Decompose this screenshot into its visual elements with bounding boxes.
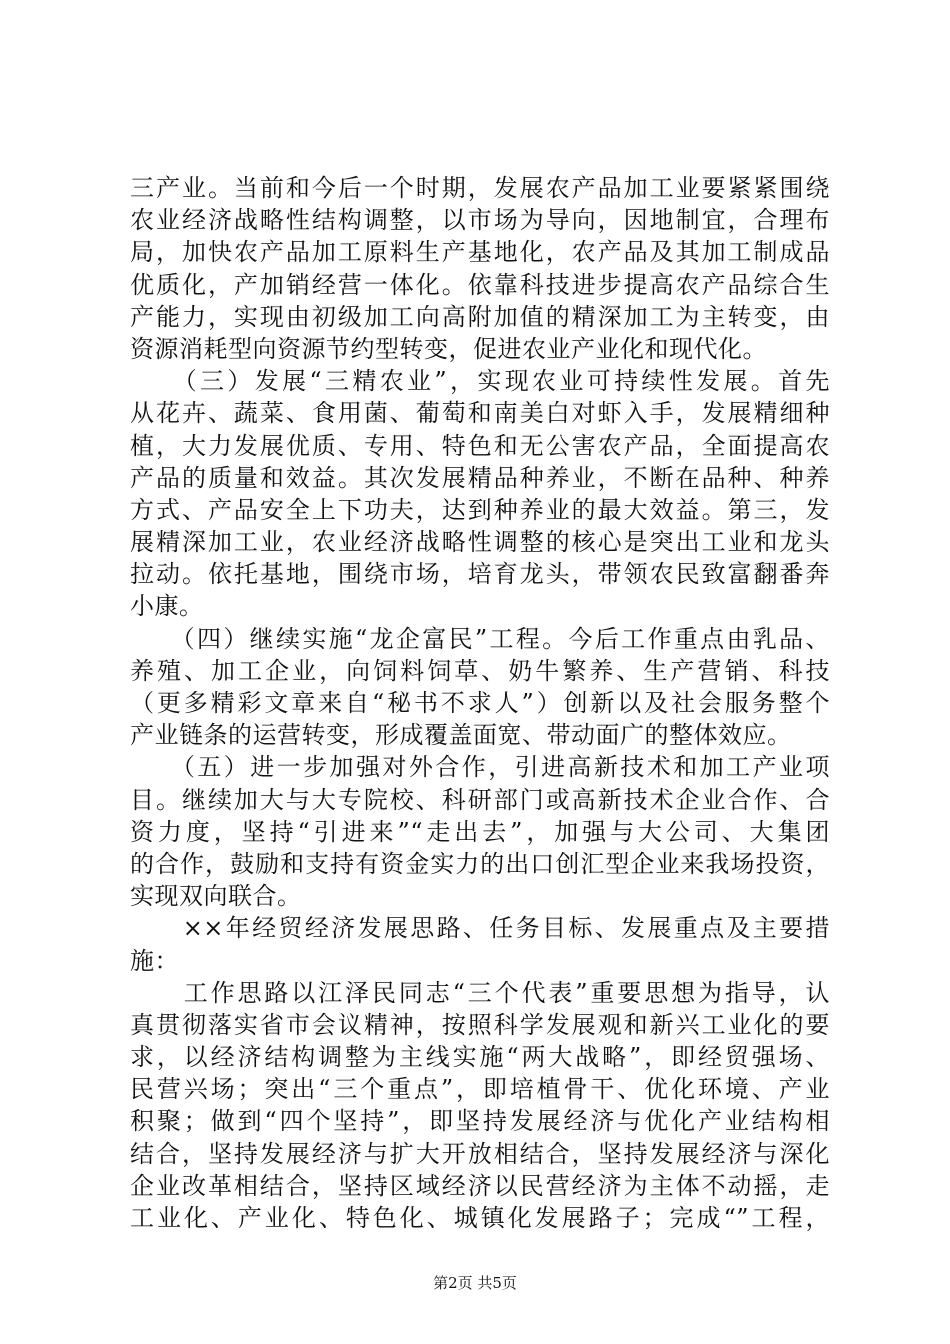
text-line: 结合，坚持发展经济与扩大开放相结合，坚持发展经济与深化 bbox=[130, 1139, 830, 1168]
text-line: 植，大力发展优质、专用、特色和无公害农产品，全面提高农 bbox=[130, 431, 830, 460]
text-line: 工作思路以江泽民同志“三个代表”重要思想为指导，认 bbox=[130, 978, 830, 1007]
text-line: 真贯彻落实省市会议精神，按照科学发展观和新兴工业化的要 bbox=[130, 1010, 830, 1039]
page-number-footer: 第2页 共5页 bbox=[433, 1274, 517, 1292]
text-line: 的合作，鼓励和支持有资金实力的出口创汇型企业来我场投资， bbox=[130, 849, 830, 878]
text-line: （四）继续实施“龙企富民”工程。今后工作重点由乳品、 bbox=[130, 624, 830, 653]
text-line: （五）进一步加强对外合作，引进高新技术和加工产业项 bbox=[130, 753, 830, 782]
text-line: 工业化、产业化、特色化、城镇化发展路子；完成“”工程， bbox=[130, 1204, 830, 1232]
text-line: 三产业。当前和今后一个时期，发展农产品加工业要紧紧围绕 bbox=[130, 174, 830, 202]
text-line: 局，加快农产品加工原料生产基地化，农产品及其加工制成品 bbox=[130, 238, 830, 267]
text-line: 目。继续加大与大专院校、科研部门或高新技术企业合作、合 bbox=[130, 785, 830, 814]
text-line: 养殖、加工企业，向饲料饲草、奶牛繁养、生产营销、科技 bbox=[130, 656, 830, 685]
text-line: （三）发展“三精农业”，实现农业可持续性发展。首先 bbox=[130, 367, 830, 396]
text-line: 方式、产品安全上下功夫，达到种养业的最大效益。第三，发 bbox=[130, 495, 830, 524]
document-body bbox=[130, 172, 830, 1234]
text-line: 施： bbox=[130, 946, 179, 975]
text-line: 资力度，坚持“引进来”“走出去”，加强与大公司、大集团 bbox=[130, 817, 830, 846]
text-line: 产品的质量和效益。其次发展精品种养业，不断在品种、种养 bbox=[130, 463, 830, 492]
text-line: 资源消耗型向资源节约型转变，促进农业产业化和现代化。 bbox=[130, 334, 767, 363]
text-line: ××年经贸经济发展思路、任务目标、发展重点及主要措 bbox=[130, 914, 830, 943]
text-line: 优质化，产加销经营一体化。依靠科技进步提高农产品综合生 bbox=[130, 270, 830, 299]
text-line: 民营兴场；突出“三个重点”，即培植骨干、优化环境、产业 bbox=[130, 1075, 830, 1104]
text-line: 从花卉、蔬菜、食用菌、葡萄和南美白对虾入手，发展精细种 bbox=[130, 399, 830, 428]
text-line: 农业经济战略性结构调整，以市场为导向，因地制宜，合理布 bbox=[130, 206, 830, 235]
text-line: 拉动。依托基地，围绕市场，培育龙头，带领农民致富翻番奔 bbox=[130, 560, 830, 589]
text-line: 积聚；做到“四个坚持”，即坚持发展经济与优化产业结构相 bbox=[130, 1107, 830, 1136]
text-line: 产能力，实现由初级加工向高附加值的精深加工为主转变，由 bbox=[130, 302, 830, 331]
text-line: 产业链条的运营转变，形成覆盖面宽、带动面广的整体效应。 bbox=[130, 721, 792, 750]
text-line: 展精深加工业，农业经济战略性调整的核心是突出工业和龙头 bbox=[130, 528, 830, 557]
text-line: 小康。 bbox=[130, 592, 204, 621]
text-line: 求，以经济结构调整为主线实施“两大战略”，即经贸强场、 bbox=[130, 1043, 830, 1072]
text-line: （更多精彩文章来自“秘书不求人”）创新以及社会服务整个 bbox=[130, 689, 830, 717]
text-line: 企业改革相结合，坚持区域经济以民营经济为主体不动摇，走 bbox=[130, 1171, 830, 1200]
text-line: 实现双向联合。 bbox=[130, 882, 302, 911]
